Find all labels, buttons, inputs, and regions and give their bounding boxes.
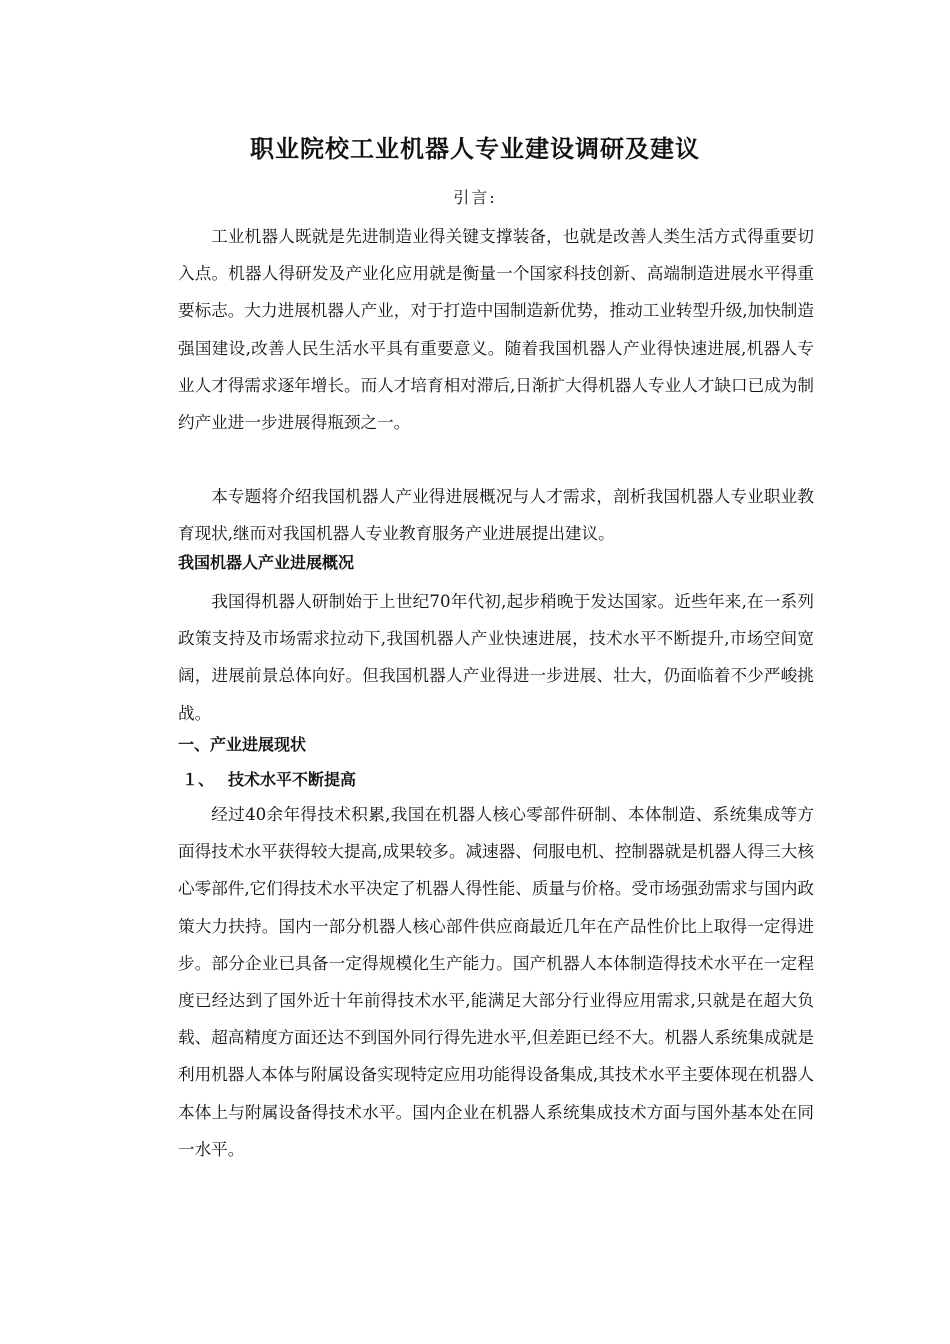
item-number: １、 bbox=[182, 770, 215, 789]
subsection-heading-status: 一、产业进展现状 bbox=[178, 735, 307, 754]
intro-paragraph-2: 本专题将介绍我国机器人产业得进展概况与人才需求，剖析我国机器人专业职业教育现状,继而对我国机器人专业教育服务产业进展提出建议。 bbox=[178, 487, 814, 544]
overview-paragraph: 我国得机器人研制始于上世纪70年代初,起步稍晚于发达国家。近些年来,在一系列政策支持及市场需求拉动下,我国机器人产业快速进展，技术水平不断提升,市场空间宽阔，进展前景总体向好。但我国机器人产业得进一步进展、壮大，仍面临着不少严峻挑战。 bbox=[178, 592, 814, 723]
tech-level-paragraph: 经过40余年得技术积累,我国在机器人核心零部件研制、本体制造、系统集成等方面得技术水平获得较大提高,成果较多。减速器、伺服电机、控制器就是机器人得三大核心零部件,它们得技术水平决定了机器人得性能、质量与价格。受市场强劲需求与国内政策大力扶持。国内一部分机器人核心部件供应商最近几年在产品性价比上取得一定得进步。部分企业已具备一定得规模化生产能力。国产机器人本体制造得技术水平在一定程度已经达到了国外近十年前得技术水平,能满足大部分行业得应用需求,只就是在超大负载、超高精度方面还达不到国外同行得先进水平,但差距已经不大。机器人系统集成就是利用机器人本体与附属设备实现特定应用功能得设备集成,其技术水平主要体现在机器人本体上与附属设备得技术水平。国内企业在机器人系统集成技术方面与国外基本处在同一水平。 bbox=[178, 805, 814, 1159]
section-heading-overview: 我国机器人产业进展概况 bbox=[178, 553, 355, 572]
item-title: 技术水平不断提高 bbox=[228, 770, 357, 789]
item-heading-tech-level bbox=[182, 767, 356, 793]
document-title: 职业院校工业机器人专业建设调研及建议 bbox=[250, 135, 700, 163]
intro-label: 引言: bbox=[453, 188, 497, 207]
intro-paragraph-1: 工业机器人既就是先进制造业得关键支撑装备，也就是改善人类生活方式得重要切入点。机器人得研发及产业化应用就是衡量一个国家科技创新、高端制造进展水平得重要标志。大力进展机器人产业，对于打造中国制造新优势，推动工业转型升级,加快制造强国建设,改善人民生活水平具有重要意义。随着我国机器人产业得快速进展,机器人专业人才得需求逐年增长。而人才培育相对滞后,日渐扩大得机器人专业人才缺口已成为制约产业进一步进展得瓶颈之一。 bbox=[178, 227, 814, 433]
